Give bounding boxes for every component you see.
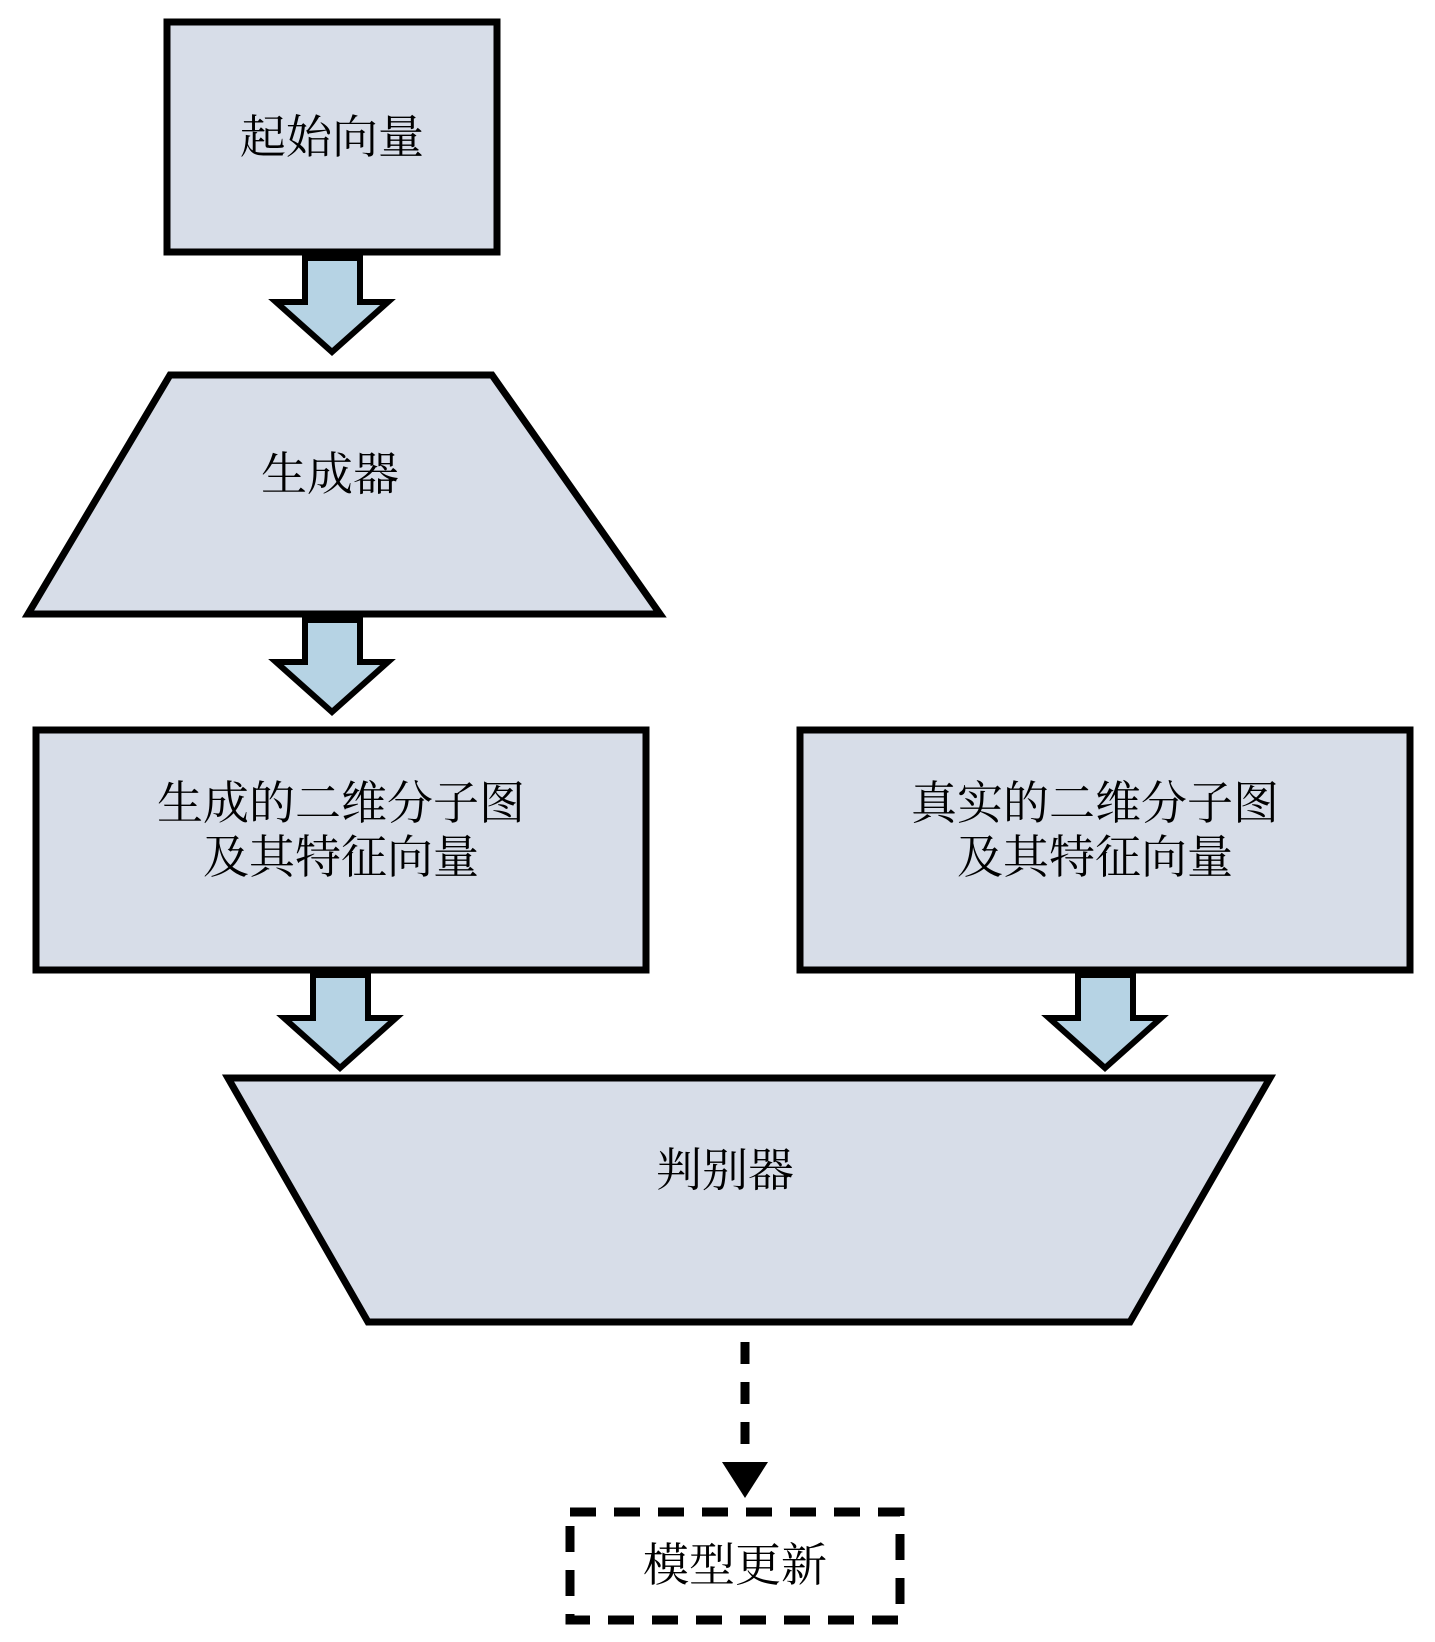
node-start-vector-label: 起始向量 — [240, 110, 424, 163]
node-real-graph-label: 真实的二维分子图 及其特征向量 — [911, 776, 1279, 883]
arrow-generated-graph-to-discriminator — [284, 975, 396, 1068]
dashed-arrowhead-icon — [722, 1462, 768, 1498]
arrow-real-graph-to-discriminator — [1049, 975, 1161, 1068]
arrow-start-to-generator — [276, 258, 388, 352]
node-generator — [28, 375, 660, 614]
arrow-generator-to-generated-graph — [276, 620, 388, 712]
node-start-vector — [167, 22, 497, 252]
node-generated-graph — [36, 730, 646, 970]
node-discriminator-label: 判别器 — [656, 1143, 794, 1196]
node-generator-label: 生成器 — [261, 448, 399, 500]
node-model-update-label: 模型更新 — [643, 1538, 827, 1591]
node-discriminator — [228, 1078, 1270, 1322]
node-real-graph — [800, 730, 1410, 970]
node-model-update — [570, 1512, 900, 1620]
node-generated-graph-label: 生成的二维分子图 及其特征向量 — [157, 776, 525, 883]
